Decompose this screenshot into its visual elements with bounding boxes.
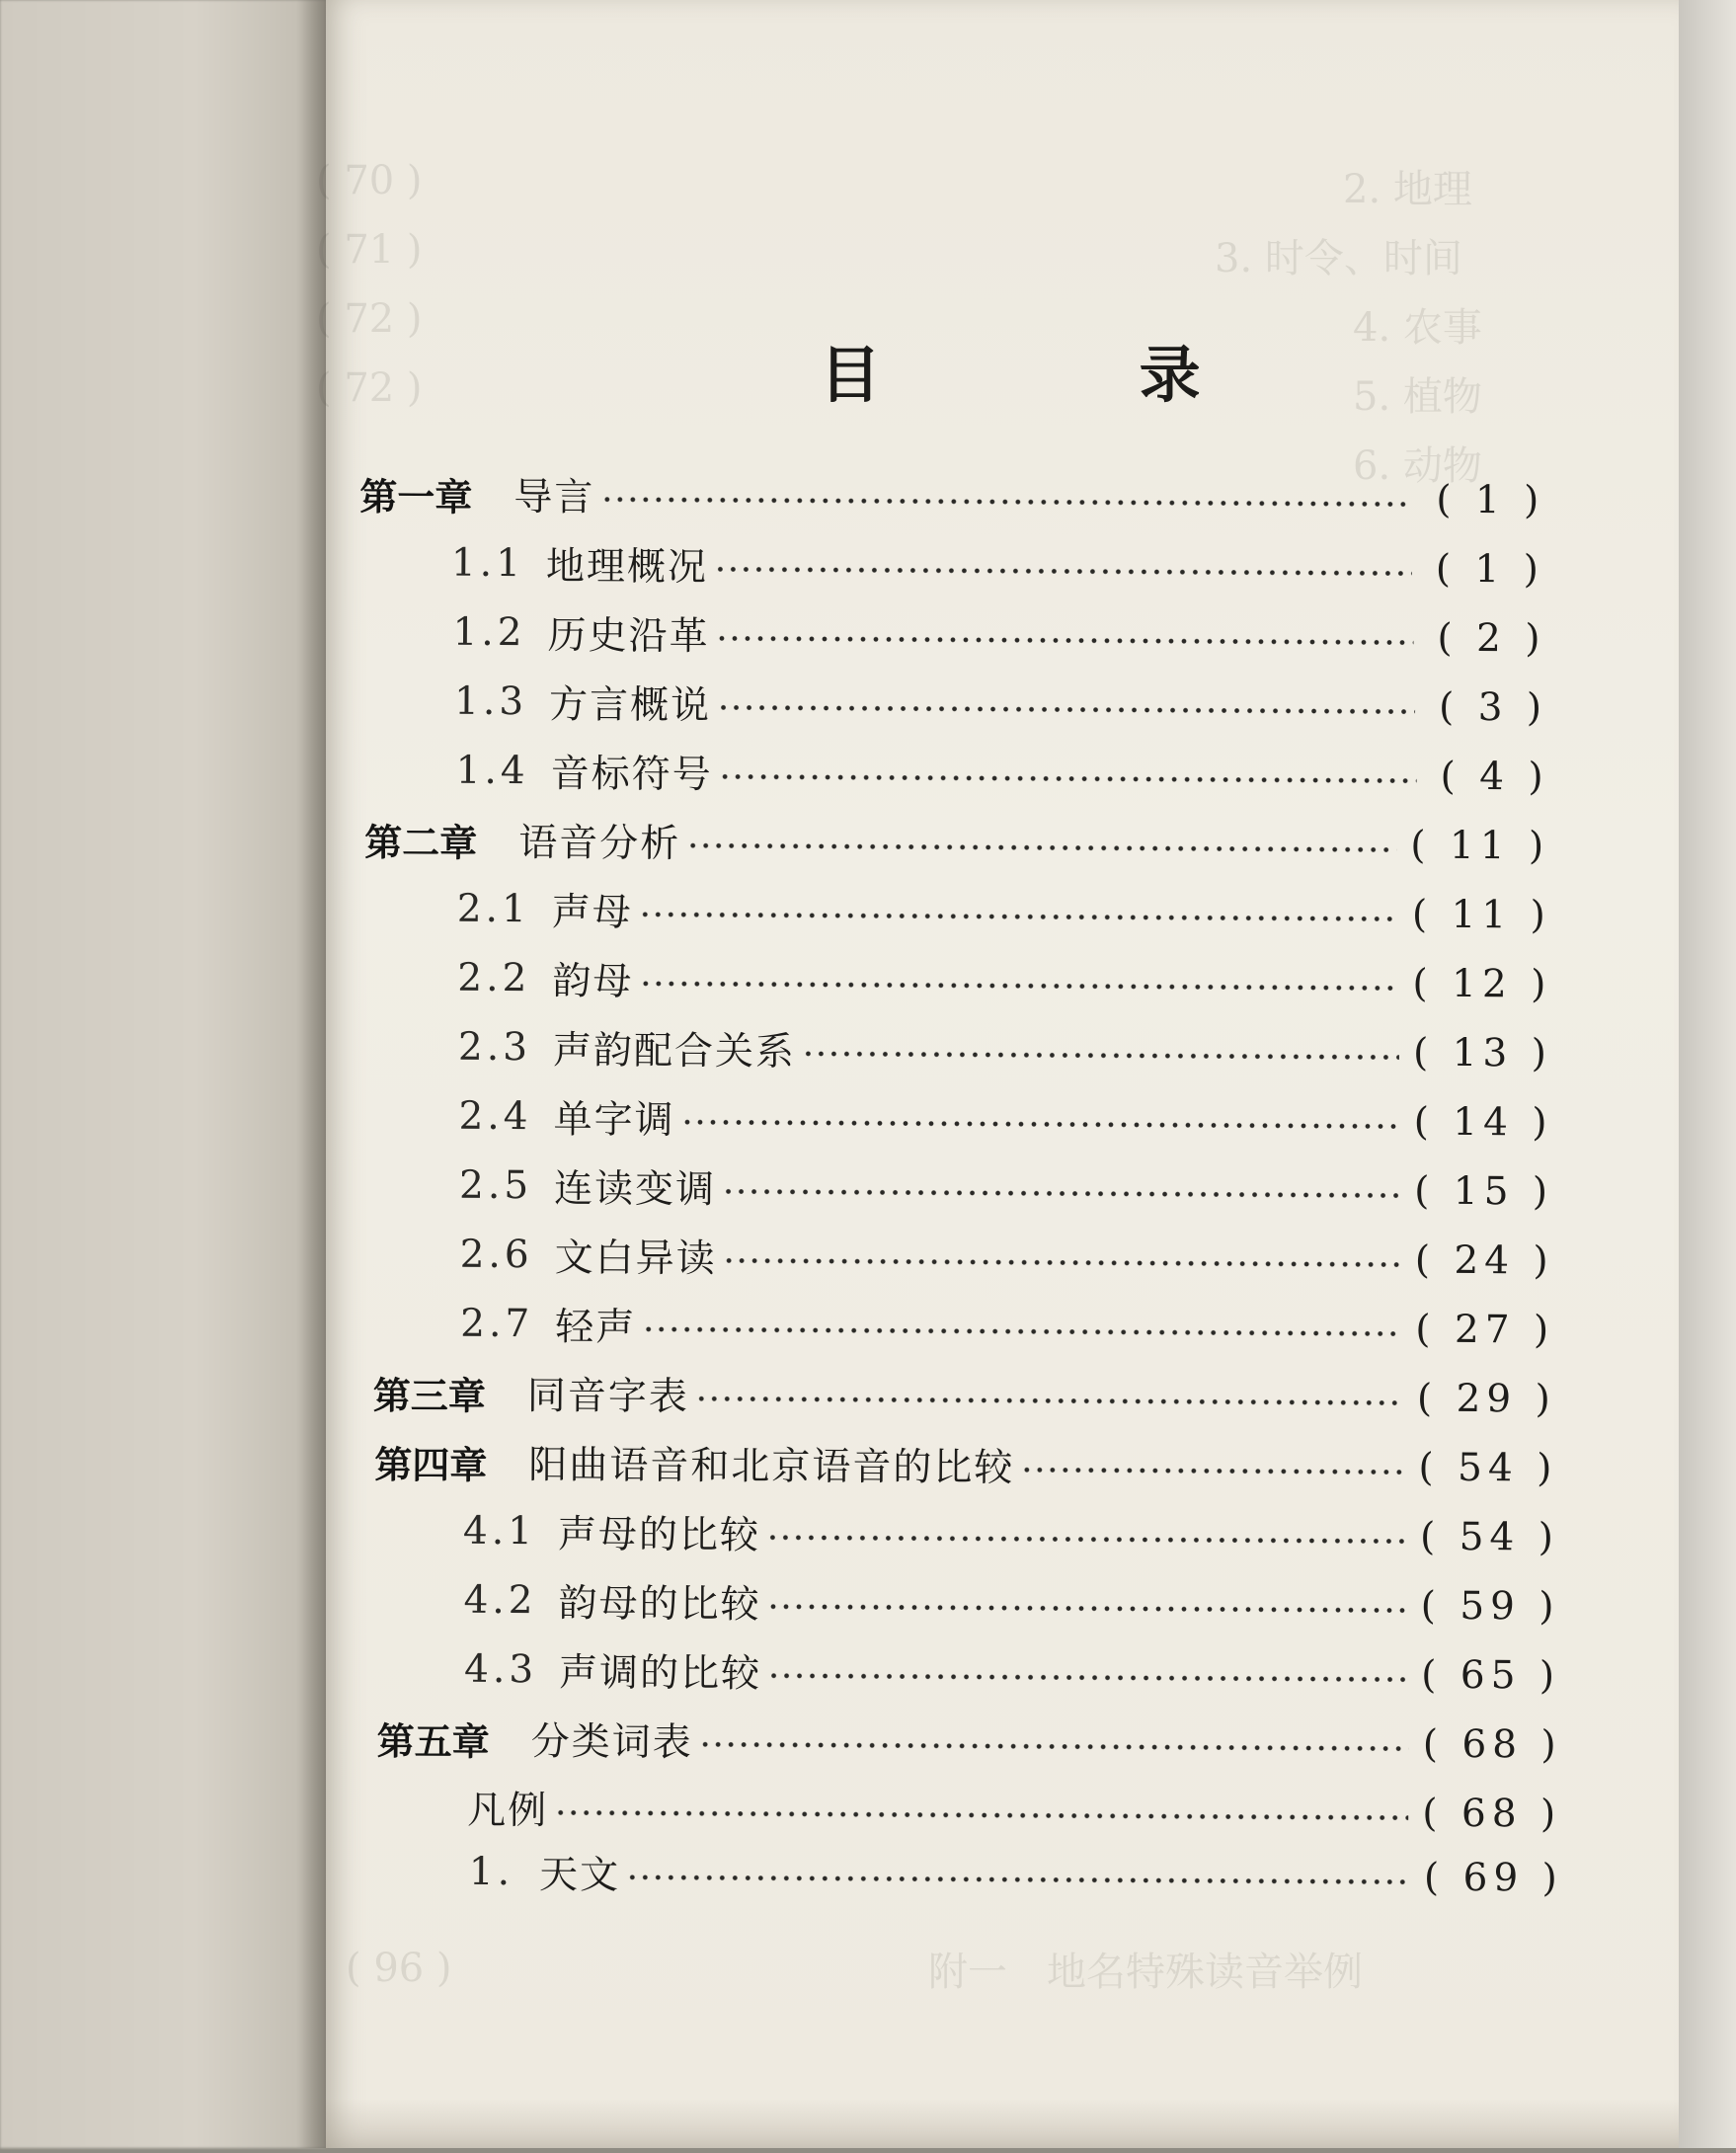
toc-entry-section-1-2[interactable] (452, 604, 1545, 667)
page-number: ( 24 ) (1414, 1237, 1554, 1284)
chapter-number: 第一章 (359, 474, 473, 519)
page-number: ( 1 ) (1436, 477, 1545, 522)
section-number: 1.4 (455, 748, 529, 793)
page-number: ( 68 ) (1422, 1791, 1562, 1837)
dot-leader (722, 1187, 1400, 1199)
section-number: 2.6 (459, 1232, 533, 1277)
toc-entry-section-4-2[interactable] (463, 1572, 1559, 1635)
toc-entry-section-2-3[interactable] (458, 1019, 1552, 1081)
entry-title: 声母的比较 (557, 1512, 761, 1558)
entry-title: 单字调 (553, 1097, 675, 1144)
entry-title: 声韵配合关系 (552, 1028, 797, 1075)
toc-entry-chapter-4[interactable] (374, 1433, 1557, 1495)
dot-leader (723, 1256, 1401, 1268)
dot-leader (695, 1395, 1403, 1406)
page-title: 目 录 (820, 339, 1319, 411)
toc-entry-section-4-3[interactable] (464, 1641, 1560, 1704)
toc-entry-section-1-1[interactable] (451, 535, 1544, 598)
entry-title: 文白异读 (554, 1236, 717, 1282)
dot-leader (639, 980, 1398, 993)
page-number: ( 4 ) (1440, 754, 1549, 799)
toc-entry-chapter-1[interactable] (359, 465, 1544, 527)
chapter-number: 第五章 (376, 1718, 490, 1764)
dot-leader (719, 772, 1417, 784)
section-number: 1. (468, 1849, 514, 1894)
page-number: ( 14 ) (1413, 1099, 1553, 1146)
page-number: ( 13 ) (1412, 1030, 1553, 1076)
section-number: 2.1 (456, 886, 530, 931)
dot-leader (717, 703, 1415, 715)
toc-entry-section-2-7[interactable] (460, 1296, 1554, 1358)
page-number: ( 15 ) (1414, 1168, 1554, 1215)
toc-entry-chapter-3[interactable] (373, 1364, 1556, 1426)
toc-entry-chapter-5[interactable] (377, 1710, 1562, 1772)
section-number: 4.2 (463, 1577, 537, 1623)
section-number: 2.5 (458, 1162, 533, 1208)
dot-leader (767, 1603, 1407, 1615)
toc-entry-1-astronomy[interactable] (469, 1844, 1563, 1906)
chapter-number: 第二章 (364, 820, 478, 865)
page-number: ( 29 ) (1416, 1376, 1556, 1422)
dot-leader (699, 1740, 1409, 1752)
page-number: ( 27 ) (1415, 1307, 1555, 1353)
entry-title: 分类词表 (530, 1719, 693, 1766)
dot-leader (681, 1118, 1400, 1130)
dot-leader (714, 565, 1412, 577)
section-number: 2.7 (460, 1301, 534, 1346)
section-number: 2.2 (457, 955, 531, 1000)
dot-leader (686, 841, 1396, 853)
page-number: ( 54 ) (1418, 1445, 1558, 1491)
section-number: 4.3 (463, 1646, 538, 1692)
page-number: ( 1 ) (1435, 546, 1545, 592)
toc-entry-chapter-2[interactable] (364, 811, 1549, 873)
entry-title: 同音字表 (526, 1374, 689, 1420)
entry-title: 方言概说 (548, 682, 712, 729)
dot-leader (1020, 1466, 1404, 1475)
dot-leader (626, 1874, 1410, 1886)
entry-title: 凡例 (467, 1788, 549, 1834)
dot-leader (600, 496, 1412, 509)
section-number: 4.1 (462, 1508, 537, 1554)
toc-entry-section-4-1[interactable] (463, 1503, 1559, 1565)
toc-entry-section-1-3[interactable] (454, 674, 1547, 736)
chapter-number: 第三章 (372, 1373, 486, 1418)
dot-leader (642, 1325, 1401, 1338)
page-number: ( 12 ) (1412, 961, 1552, 1007)
toc-entry-section-2-2[interactable] (457, 950, 1551, 1012)
toc-entry-section-1-4[interactable] (455, 743, 1548, 805)
dot-leader (639, 911, 1398, 923)
entry-title: 阳曲语音和北京语音的比较 (528, 1443, 1015, 1491)
entry-title: 连读变调 (553, 1166, 717, 1213)
dot-leader (802, 1050, 1399, 1062)
entry-title: 韵母的比较 (558, 1581, 761, 1628)
page-number: ( 68 ) (1422, 1721, 1562, 1768)
toc-entry-section-2-4[interactable] (458, 1088, 1552, 1151)
entry-title: 轻声 (555, 1305, 637, 1350)
entry-title: 声调的比较 (558, 1650, 762, 1697)
entry-title: 语音分析 (518, 821, 681, 867)
page-number: ( 65 ) (1421, 1652, 1561, 1699)
page-number: ( 2 ) (1437, 615, 1546, 661)
dot-leader (554, 1808, 1408, 1821)
section-number: 1.1 (450, 540, 525, 586)
entry-title: 导言 (513, 475, 595, 520)
section-number: 1.3 (453, 678, 528, 724)
section-number: 2.3 (457, 1024, 532, 1070)
dot-leader (766, 1534, 1406, 1546)
page-number: ( 59 ) (1420, 1583, 1560, 1630)
dot-leader (767, 1672, 1407, 1684)
section-number: 2.4 (458, 1093, 532, 1139)
section-number: 1.2 (452, 609, 526, 655)
dot-leader (716, 634, 1414, 646)
page-number: ( 11 ) (1411, 892, 1551, 937)
entry-title: 声母 (551, 890, 633, 935)
toc-entry-section-2-5[interactable] (459, 1157, 1553, 1220)
toc-entry-section-2-6[interactable] (460, 1227, 1554, 1289)
page-number: ( 3 ) (1438, 684, 1548, 730)
toc-entry-conventions[interactable] (467, 1780, 1561, 1842)
entry-title: 历史沿革 (547, 613, 710, 660)
entry-title: 天文 (538, 1853, 621, 1898)
chapter-number: 第四章 (374, 1442, 488, 1487)
entry-title: 音标符号 (550, 752, 713, 798)
entry-title: 韵母 (552, 959, 634, 1004)
toc-entry-section-2-1[interactable] (457, 881, 1551, 943)
page-number: ( 54 ) (1419, 1514, 1560, 1560)
entry-title: 地理概况 (545, 544, 709, 591)
page-number: ( 69 ) (1423, 1855, 1563, 1901)
page-number: ( 11 ) (1410, 823, 1550, 868)
